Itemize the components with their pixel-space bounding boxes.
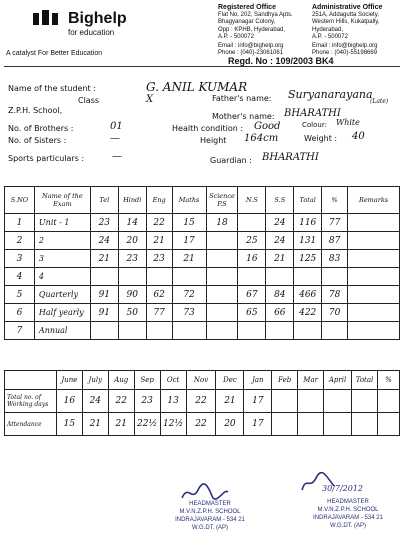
attendance-cell xyxy=(377,413,399,436)
marks-cell xyxy=(146,322,172,340)
attendance-cell: Attendance xyxy=(5,413,57,436)
mother-label: Mother's name: xyxy=(212,112,275,121)
marks-cell xyxy=(206,322,238,340)
marks-cell: 84 xyxy=(266,286,294,304)
marks-cell xyxy=(206,268,238,286)
colour-value: White xyxy=(336,118,360,127)
marks-cell xyxy=(172,268,206,286)
marks-cell xyxy=(322,268,348,286)
admin-line: Western Hills, Kukatpally, xyxy=(312,19,380,26)
regd-number: Regd. No : 109/2003 BK4 xyxy=(228,56,334,66)
stamp-line: HEADMASTER xyxy=(189,501,231,507)
marks-cell xyxy=(348,268,400,286)
class-label: Class xyxy=(78,96,100,105)
attendance-cell xyxy=(298,413,324,436)
bighelp-logo-icon xyxy=(32,9,60,27)
marks-cell: 5 xyxy=(5,286,35,304)
marks-cell xyxy=(146,268,172,286)
marks-cell: 77 xyxy=(322,214,348,232)
attendance-cell: 22 xyxy=(186,413,216,436)
attendance-cell: 24 xyxy=(82,390,108,413)
marks-cell: 3 xyxy=(34,250,90,268)
marks-cell: Annual xyxy=(34,322,90,340)
marks-cell xyxy=(172,322,206,340)
marks-header-cell: Name of the Exam xyxy=(34,187,90,214)
attendance-header-cell: Dec xyxy=(216,371,244,390)
brand-name: Bighelp xyxy=(68,10,127,27)
sisters-label: No. of Sisters : xyxy=(8,136,67,145)
attendance-cell: 16 xyxy=(56,390,82,413)
height-value: 164cm xyxy=(244,133,279,144)
marks-cell: 18 xyxy=(206,214,238,232)
marks-row xyxy=(5,232,400,250)
marks-cell: 62 xyxy=(146,286,172,304)
marks-cell: 65 xyxy=(238,304,266,322)
marks-cell xyxy=(348,214,400,232)
father-value: Suryanarayana xyxy=(288,88,373,101)
attendance-header-cell: April xyxy=(324,371,352,390)
attendance-cell xyxy=(324,390,352,413)
marks-cell: Quarterly xyxy=(34,286,90,304)
marks-cell xyxy=(322,322,348,340)
attendance-header-cell xyxy=(5,371,57,390)
weight-value: 40 xyxy=(352,131,365,142)
marks-cell: 21 xyxy=(90,250,118,268)
brothers-label: No. of Brothers : xyxy=(8,124,74,133)
marks-cell: 14 xyxy=(118,214,146,232)
height-label: Height xyxy=(200,136,227,145)
header-divider xyxy=(4,66,400,67)
marks-cell: 17 xyxy=(172,232,206,250)
marks-cell xyxy=(238,322,266,340)
marks-header-cell: S.S xyxy=(266,187,294,214)
attendance-table xyxy=(4,370,400,436)
health-label: Health condition : xyxy=(172,124,244,133)
name-value: G. ANIL KUMAR xyxy=(146,80,248,94)
guardian-label: Guardian : xyxy=(210,156,252,165)
attendance-cell: 15 xyxy=(56,413,82,436)
marks-cell xyxy=(348,304,400,322)
marks-cell: 21 xyxy=(172,250,206,268)
marks-cell: 6 xyxy=(5,304,35,322)
marks-cell: 23 xyxy=(146,250,172,268)
marks-cell xyxy=(348,322,400,340)
marks-cell: 90 xyxy=(118,286,146,304)
reg-line: A.P. - 500072 xyxy=(218,33,254,40)
guardian-value: BHARATHI xyxy=(262,152,319,163)
marks-header-cell: S.NO xyxy=(5,187,35,214)
marks-row xyxy=(5,250,400,268)
marks-cell: 83 xyxy=(322,250,348,268)
name-label: Name of the student : xyxy=(8,84,96,93)
admin-email: Email : info@bighelp.org xyxy=(312,43,378,50)
marks-header-cell: Eng xyxy=(146,187,172,214)
marks-header-cell: % xyxy=(322,187,348,214)
attendance-cell: 12½ xyxy=(160,413,186,436)
attendance-cell xyxy=(272,390,298,413)
marks-cell xyxy=(348,232,400,250)
marks-cell: 22 xyxy=(146,214,172,232)
marks-cell: 87 xyxy=(322,232,348,250)
attendance-cell: 21 xyxy=(108,413,134,436)
school-stamp-right xyxy=(298,498,398,530)
marks-cell xyxy=(206,304,238,322)
marks-cell: 24 xyxy=(266,232,294,250)
brand-sub: for education xyxy=(68,28,115,37)
attendance-cell xyxy=(272,413,298,436)
stamp-date: 30/7/2012 xyxy=(322,484,364,493)
marks-header-cell: Hindi xyxy=(118,187,146,214)
marks-cell: 125 xyxy=(294,250,322,268)
marks-cell: 422 xyxy=(294,304,322,322)
marks-cell xyxy=(238,214,266,232)
attendance-cell: 22½ xyxy=(134,413,160,436)
marks-cell xyxy=(294,268,322,286)
marks-cell xyxy=(266,322,294,340)
marks-row xyxy=(5,268,400,286)
attendance-header-cell: % xyxy=(377,371,399,390)
father-label: Father's name: xyxy=(212,94,272,103)
reg-phone: Phone : (040)-23061061 xyxy=(218,50,284,57)
attendance-cell xyxy=(324,413,352,436)
marks-table xyxy=(4,186,400,340)
marks-cell: 50 xyxy=(118,304,146,322)
marks-cell: 78 xyxy=(322,286,348,304)
marks-cell xyxy=(206,232,238,250)
stamp-line: INDRAJAVARAM - 534 21 xyxy=(313,515,383,521)
marks-header-cell: Science P.S xyxy=(206,187,238,214)
marks-cell: 21 xyxy=(266,250,294,268)
marks-cell: 23 xyxy=(118,250,146,268)
class-value: X xyxy=(146,94,154,105)
marks-cell xyxy=(206,250,238,268)
marks-cell xyxy=(348,250,400,268)
attendance-cell: 21 xyxy=(82,413,108,436)
admin-phone: Phone : (040)-55198669 xyxy=(312,50,378,57)
marks-cell: 67 xyxy=(238,286,266,304)
marks-cell xyxy=(118,322,146,340)
attendance-header-cell: Total xyxy=(352,371,378,390)
attendance-row xyxy=(5,413,400,436)
stamp-line: HEADMASTER xyxy=(327,499,369,505)
marks-cell: 131 xyxy=(294,232,322,250)
attendance-cell: 17 xyxy=(244,390,272,413)
attendance-cell xyxy=(377,390,399,413)
marks-header-cell: Tel xyxy=(90,187,118,214)
sisters-value: — xyxy=(110,133,120,144)
attendance-header-cell: Mar xyxy=(298,371,324,390)
school-stamp-left xyxy=(160,500,260,532)
marks-cell: 91 xyxy=(90,286,118,304)
attendance-header-cell: June xyxy=(56,371,82,390)
registered-office-title: Registered Office xyxy=(218,4,276,11)
marks-cell: 25 xyxy=(238,232,266,250)
admin-line: Hyderabad, xyxy=(312,26,344,33)
attendance-row xyxy=(5,390,400,413)
attendance-cell xyxy=(352,390,378,413)
marks-header-cell: Maths xyxy=(172,187,206,214)
health-value: Good xyxy=(254,121,281,132)
marks-cell: 3 xyxy=(5,250,35,268)
attendance-cell xyxy=(352,413,378,436)
marks-cell xyxy=(266,268,294,286)
father-note: (Late) xyxy=(370,98,389,105)
marks-cell: 21 xyxy=(146,232,172,250)
attendance-cell: 22 xyxy=(186,390,216,413)
colour-label: Colour: xyxy=(302,121,327,129)
attendance-cell: Total no. of Working days xyxy=(5,390,57,413)
attendance-cell: 13 xyxy=(160,390,186,413)
reg-email: Email : info@bighelp.org xyxy=(218,43,284,50)
brothers-value: 01 xyxy=(110,121,123,132)
stamp-line: INDRAJAVARAM - 534 21 xyxy=(175,517,245,523)
sports-value: — xyxy=(112,151,122,162)
attendance-header-cell: Aug xyxy=(108,371,134,390)
attendance-cell: 20 xyxy=(216,413,244,436)
administrative-office xyxy=(312,4,402,57)
attendance-cell: 23 xyxy=(134,390,160,413)
marks-cell: 2 xyxy=(34,232,90,250)
logo xyxy=(28,6,127,48)
marks-cell: 20 xyxy=(118,232,146,250)
attendance-cell xyxy=(298,390,324,413)
sports-label: Sports particulars : xyxy=(8,154,85,163)
stamp-line: M.V.N.Z.P.H. SCHOOL xyxy=(317,507,379,513)
admin-office-title: Administrative Office xyxy=(312,4,383,11)
tagline: A catalyst For Better Education xyxy=(6,50,103,57)
attendance-cell: 21 xyxy=(216,390,244,413)
marks-cell: 24 xyxy=(90,232,118,250)
weight-label: Weight : xyxy=(304,134,338,143)
marks-cell: 72 xyxy=(172,286,206,304)
marks-cell xyxy=(206,286,238,304)
marks-cell: 2 xyxy=(5,232,35,250)
marks-cell: 1 xyxy=(5,214,35,232)
reg-line: Flat No. 202, Sandhya Apts. xyxy=(218,12,293,19)
marks-header-cell: Remarks xyxy=(348,187,400,214)
marks-cell: 73 xyxy=(172,304,206,322)
marks-header-cell: Total xyxy=(294,187,322,214)
marks-cell: 24 xyxy=(266,214,294,232)
marks-cell: 16 xyxy=(238,250,266,268)
school-name: Z.P.H. School, xyxy=(8,106,63,115)
attendance-cell: 22 xyxy=(108,390,134,413)
marks-cell xyxy=(294,322,322,340)
attendance-header-cell: Sep xyxy=(134,371,160,390)
mother-value: BHARATHI xyxy=(284,108,341,119)
stamp-line: W.G.DT. (AP) xyxy=(192,525,228,531)
marks-cell: 66 xyxy=(266,304,294,322)
registered-office xyxy=(218,4,308,57)
marks-row xyxy=(5,304,400,322)
marks-cell: Half yearly xyxy=(34,304,90,322)
marks-cell: 466 xyxy=(294,286,322,304)
marks-cell: Unit - 1 xyxy=(34,214,90,232)
stamp-line: W.G.DT. (AP) xyxy=(330,523,366,529)
reg-line: Bhagyanagar Colony, xyxy=(218,19,276,26)
marks-cell: 15 xyxy=(172,214,206,232)
attendance-header-cell: Oct xyxy=(160,371,186,390)
reg-line: Opp : KPHB, Hyderabad, xyxy=(218,26,286,33)
attendance-header-cell: July xyxy=(82,371,108,390)
marks-cell: 4 xyxy=(34,268,90,286)
admin-line: 251A, Addagutta Society, xyxy=(312,12,379,19)
marks-row xyxy=(5,214,400,232)
marks-cell xyxy=(90,322,118,340)
stamp-line: M.V.N.Z.P.H. SCHOOL xyxy=(179,509,241,515)
marks-cell xyxy=(90,268,118,286)
marks-row xyxy=(5,322,400,340)
marks-cell: 116 xyxy=(294,214,322,232)
marks-cell xyxy=(348,286,400,304)
marks-row xyxy=(5,286,400,304)
attendance-header-cell: Jan xyxy=(244,371,272,390)
marks-cell: 7 xyxy=(5,322,35,340)
marks-cell: 91 xyxy=(90,304,118,322)
marks-cell: 77 xyxy=(146,304,172,322)
attendance-header-cell: Feb xyxy=(272,371,298,390)
marks-cell: 70 xyxy=(322,304,348,322)
marks-cell: 4 xyxy=(5,268,35,286)
marks-cell xyxy=(238,268,266,286)
marks-header-cell: N.S xyxy=(238,187,266,214)
attendance-header-cell: Nov xyxy=(186,371,216,390)
attendance-cell: 17 xyxy=(244,413,272,436)
marks-cell: 23 xyxy=(90,214,118,232)
admin-line: A.P. - 500072 xyxy=(312,33,348,40)
marks-cell xyxy=(118,268,146,286)
